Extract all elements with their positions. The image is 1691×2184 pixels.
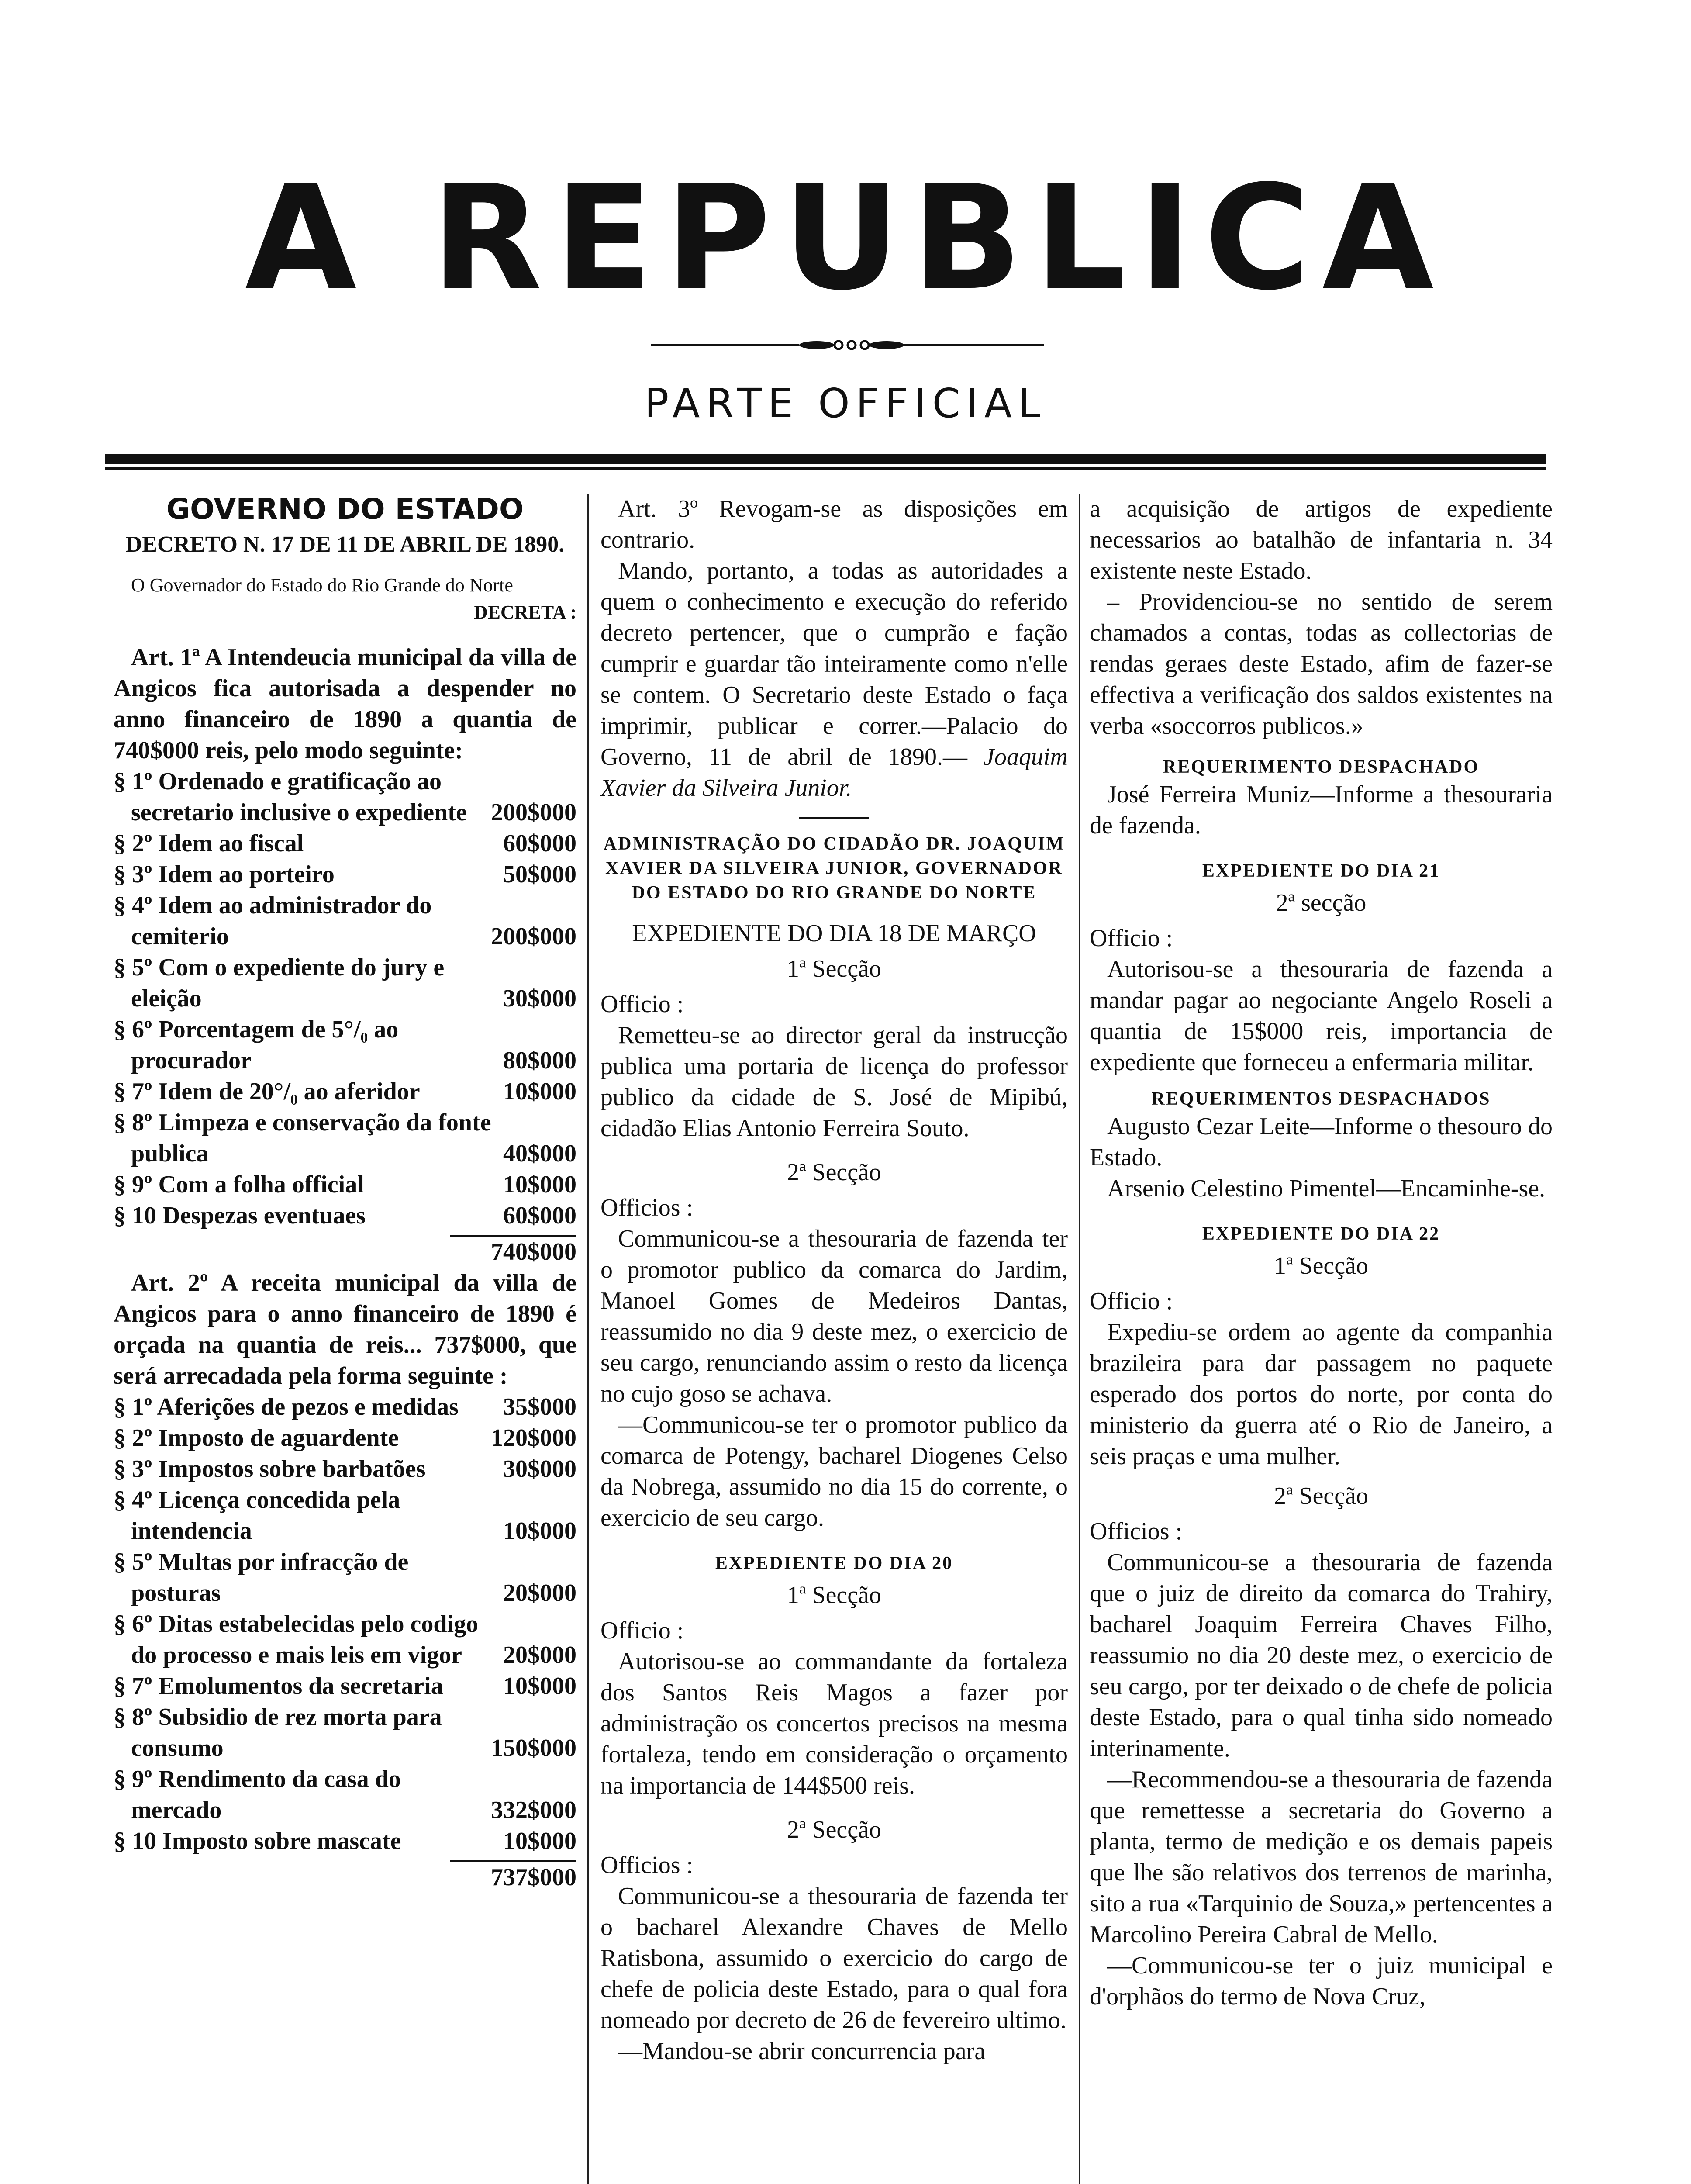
expenses-total: 740$000	[491, 1238, 576, 1265]
expense-label: § 10 Despezas eventuaes	[114, 1202, 366, 1229]
section-label: 1ª Secção	[787, 1582, 881, 1609]
expense-label: § 2º Idem ao fiscal	[114, 830, 304, 857]
column-divider	[587, 494, 589, 2184]
paragraph: Communicou-se a thesouraria de fazenda ter o bacharel Alexandre Chaves de Mello Ratisbona, assumido o exercicio do cargo de chefe de policia deste Estado, para o qual fora nomeado por decreto de 26 de fevereiro ultimo.	[600, 1883, 1068, 2034]
officios-label: Officios :	[1090, 1518, 1183, 1545]
expense-value: 30$000	[503, 985, 576, 1012]
expense-label: § 7º Idem de 20°/₀ ao aferidor	[114, 1078, 420, 1105]
section-heading: GOVERNO DO ESTADO	[166, 494, 524, 526]
expense-value: 80$000	[503, 1047, 576, 1074]
administration-heading: ADMINISTRAÇÃO DO CIDADÃO DR. JOAQUIM XAVIER DA SILVEIRA JUNIOR, GOVERNADOR DO ESTADO DO RIO GRANDE DO NORTE	[603, 834, 1065, 903]
revenue-label: § 2º Imposto de aguardente	[114, 1424, 399, 1451]
expense-row	[114, 1076, 576, 1107]
expense-value: 10$000	[503, 1078, 576, 1105]
section-label: 2ª Secção	[1273, 1482, 1368, 1510]
expediente-18: EXPEDIENTE DO DIA 18 DE MARÇO	[632, 920, 1036, 947]
revenue-row	[114, 1671, 576, 1702]
officio-label: Officio :	[1090, 1288, 1173, 1315]
revenue-label: § 8º Subsidio de rez morta para consumo	[114, 1704, 442, 1762]
expense-label: § 6º Porcentagem de 5°/₀ ao procurador	[114, 1016, 399, 1074]
revenue-label: § 9º Rendimento da casa do mercado	[114, 1766, 401, 1824]
expense-label: § 5º Com o expediente do jury e eleição	[114, 954, 445, 1012]
revenue-row	[114, 1392, 576, 1423]
revenue-list	[114, 1392, 576, 1857]
expense-row	[114, 1200, 576, 1231]
paragraph: Autorisou-se ao commandante da fortaleza dos Santos Reis Magos a fazer por administração os concertos precisos na mesma fortaleza, tendo em consideração o orçamento na importancia de 144$500 reis.	[600, 1648, 1068, 1799]
article-2: Art. 2º A receita municipal da villa de Angicos para o anno financeiro de 1890 é orçada na quantia de reis... 737$000, que será arrecadada pela forma seguinte :	[114, 1269, 576, 1389]
expense-label: § 3º Idem ao porteiro	[114, 861, 335, 888]
revenue-label: § 5º Multas por infracção de posturas	[114, 1548, 409, 1607]
revenues-total: 737$000	[491, 1864, 576, 1891]
revenue-row	[114, 1485, 576, 1547]
article-1: Art. 1ª A Intendeucia municipal da villa de Angicos fica autorisada a despender no anno financeiro de 1890 a quantia de 740$000 reis, pelo modo seguinte:	[114, 644, 576, 764]
revenue-row	[114, 1423, 576, 1454]
revenue-row	[114, 1547, 576, 1609]
expense-row	[114, 1107, 576, 1169]
requerimentos-heading: REQUERIMENTOS DESPACHADOS	[1151, 1089, 1491, 1109]
revenue-value: 35$000	[503, 1393, 576, 1420]
revenue-label: § 6º Ditas estabelecidas pelo codigo do processo e mais leis em vigor	[114, 1610, 479, 1669]
revenue-value: 20$000	[503, 1579, 576, 1607]
revenue-row	[114, 1826, 576, 1857]
expediente-21: EXPEDIENTE DO DIA 21	[1202, 861, 1440, 881]
expense-label: § 8º Limpeza e conservação da fonte publica	[114, 1109, 491, 1167]
decreta-label: DECRETA :	[473, 601, 576, 623]
revenue-value: 10$000	[503, 1828, 576, 1855]
section-label: 1ª Secção	[787, 955, 881, 982]
revenue-label: § 3º Impostos sobre barbatões	[114, 1455, 426, 1482]
header-rule-thin	[105, 467, 1546, 470]
column-2	[600, 494, 1068, 2184]
revenue-value: 10$000	[503, 1673, 576, 1700]
revenue-value: 150$000	[491, 1735, 576, 1762]
section-label: 2ª secção	[1276, 889, 1367, 916]
short-rule	[799, 817, 869, 819]
expense-value: 40$000	[503, 1140, 576, 1167]
decree-title: DECRETO N. 17 DE 11 DE ABRIL DE 1890.	[125, 532, 565, 557]
expense-value: 50$000	[503, 861, 576, 888]
paragraph: – Providenciou-se no sentido de serem chamados a contas, todas as collectorias de rendas geraes deste Estado, afim de fazer-se effectiva a verificação dos saldos existentes na verba «soccorros publicos.»	[1090, 588, 1553, 740]
article-3: Art. 3º Revogam-se as disposições em contrario.	[600, 495, 1068, 553]
expense-list	[114, 766, 576, 1231]
paragraph: Expediu-se ordem ao agente da companhia brazileira para dar passagem no paquete esperado dos portos do norte, por conta do ministerio da guerra até o Rio de Janeiro, a seis praças e uma mulher.	[1090, 1319, 1553, 1470]
paragraph: —Recommendou-se a thesouraria de fazenda que remettesse a secretaria do Governo a planta, termo de medição e os demais papeis que lhe são relativos dos terrenos de marinha, sito a rua «Tarquinio de Souza,» pertencentes a Marcolino Pereira Cabral de Mello.	[1090, 1766, 1553, 1948]
revenue-value: 20$000	[503, 1641, 576, 1669]
revenue-label: § 1º Aferições de pezos e medidas	[114, 1393, 459, 1420]
expense-value: 10$000	[503, 1171, 576, 1198]
signature: Joaquim Xavier da Silveira Junior.	[600, 743, 1068, 802]
section-label: 2ª Secção	[787, 1816, 881, 1843]
decree-intro: O Governador do Estado do Rio Grande do Norte	[131, 574, 513, 596]
expediente-22: EXPEDIENTE DO DIA 22	[1202, 1224, 1440, 1244]
expense-label: § 1º Ordenado e gratificação ao secretario inclusive o expediente	[114, 768, 467, 826]
officios-label: Officios :	[600, 1194, 694, 1221]
mando-paragraph: Mando, portanto, a todas as autoridades a quem o conhecimento e execução do referido decreto pertencer, que o cumprão e fação cumprir e guardar tão inteiramente como n'elle se contem. O Secretario deste Estado o faça imprimir, publicar e correr.—Palacio do Governo, 11 de abril de 1890.— Joaquim Xavier da Silveira Junior.	[600, 557, 1068, 802]
paragraph: Arsenio Celestino Pimentel—Encaminhe-se.	[1107, 1175, 1546, 1202]
expense-value: 60$000	[503, 830, 576, 857]
expense-label: § 9º Com a folha official	[114, 1171, 364, 1198]
expense-row	[114, 1169, 576, 1200]
officio-label: Officio :	[600, 991, 684, 1018]
revenue-value: 120$000	[491, 1424, 576, 1451]
revenue-value: 332$000	[491, 1797, 576, 1824]
column-3	[1090, 494, 1553, 2184]
column-1	[114, 494, 576, 2184]
paragraph: a acquisição de artigos de expediente necessarios ao batalhão de infantaria n. 34 existente neste Estado.	[1090, 495, 1553, 584]
revenue-label: § 10 Imposto sobre mascate	[114, 1828, 401, 1855]
expense-value: 200$000	[491, 799, 576, 826]
expense-row	[114, 1014, 576, 1076]
expense-value: 60$000	[503, 1202, 576, 1229]
expense-row	[114, 828, 576, 859]
revenue-row	[114, 1702, 576, 1764]
header-rule	[105, 454, 1546, 464]
paragraph: Autorisou-se a thesouraria de fazenda a mandar pagar ao negociante Angelo Roseli a quantia de 15$000 reis, importancia de expediente que forneceu a enfermaria militar.	[1090, 956, 1553, 1076]
paragraph: —Mandou-se abrir concurrencia para	[618, 2038, 986, 2065]
paragraph: —Communicou-se ter o juiz municipal e d'orphãos do termo de Nova Cruz,	[1090, 1952, 1553, 2010]
revenue-row	[114, 1764, 576, 1826]
expense-row	[114, 766, 576, 828]
officio-label: Officio :	[1090, 925, 1173, 952]
revenue-value: 30$000	[503, 1455, 576, 1482]
revenue-label: § 4º Licença concedida pela intendencia	[114, 1486, 400, 1545]
expense-label: § 4º Idem ao administrador do cemiterio	[114, 892, 432, 950]
paragraph: Remetteu-se ao director geral da instrucção publica uma portaria de licença do professor publico da cidade de S. José de Mipibú, cidadão Elias Antonio Ferreira Souto.	[600, 1022, 1068, 1142]
column-divider	[1079, 494, 1080, 2184]
officios-label: Officios :	[600, 1852, 694, 1879]
expense-row	[114, 952, 576, 1014]
paragraph: José Ferreira Muniz—Informe a thesouraria de fazenda.	[1090, 781, 1553, 839]
revenue-label: § 7º Emolumentos da secretaria	[114, 1673, 443, 1700]
paragraph: Communicou-se a thesouraria de fazenda ter o promotor publico da comarca do Jardim, Manoel Gomes de Medeiros Dantas, reassumido no dia 9 deste mez, o exercicio de seu cargo, renunciando assim o resto da licença no cujo goso se achava.	[600, 1225, 1068, 1407]
revenue-value: 10$000	[503, 1517, 576, 1545]
expense-row	[114, 859, 576, 890]
paragraph: Communicou-se a thesouraria de fazenda que o juiz de direito da comarca do Trahiry, bacharel Joaquim Ferreira Chaves Filho, reassumio no dia 20 deste mez, o exercicio de seu cargo, por ter deixado o de chefe de policia deste Estado, para o qual tinha sido nomeado interinamente.	[1090, 1549, 1553, 1762]
paragraph: —Communicou-se ter o promotor publico da comarca de Potengy, bacharel Diogenes Celso da Nobrega, assumido no dia 15 do corrente, o exercicio de seu cargo.	[600, 1411, 1068, 1531]
officio-label: Officio :	[600, 1617, 684, 1644]
paragraph: Augusto Cezar Leite—Informe o thesouro do Estado.	[1090, 1113, 1553, 1171]
requerimento-heading: REQUERIMENTO DESPACHADO	[1163, 757, 1480, 777]
section-subhead: PARTE OFFICIAL	[644, 380, 1047, 427]
expediente-20: EXPEDIENTE DO DIA 20	[715, 1553, 953, 1573]
ornament-divider	[651, 339, 1044, 352]
newspaper-masthead: A REPUBLICA	[245, 154, 1446, 322]
revenue-row	[114, 1454, 576, 1485]
revenue-row	[114, 1609, 576, 1671]
expense-row	[114, 890, 576, 952]
section-label: 1ª Secção	[1273, 1252, 1368, 1279]
expense-value: 200$000	[491, 923, 576, 950]
section-label: 2ª Secção	[787, 1159, 881, 1186]
